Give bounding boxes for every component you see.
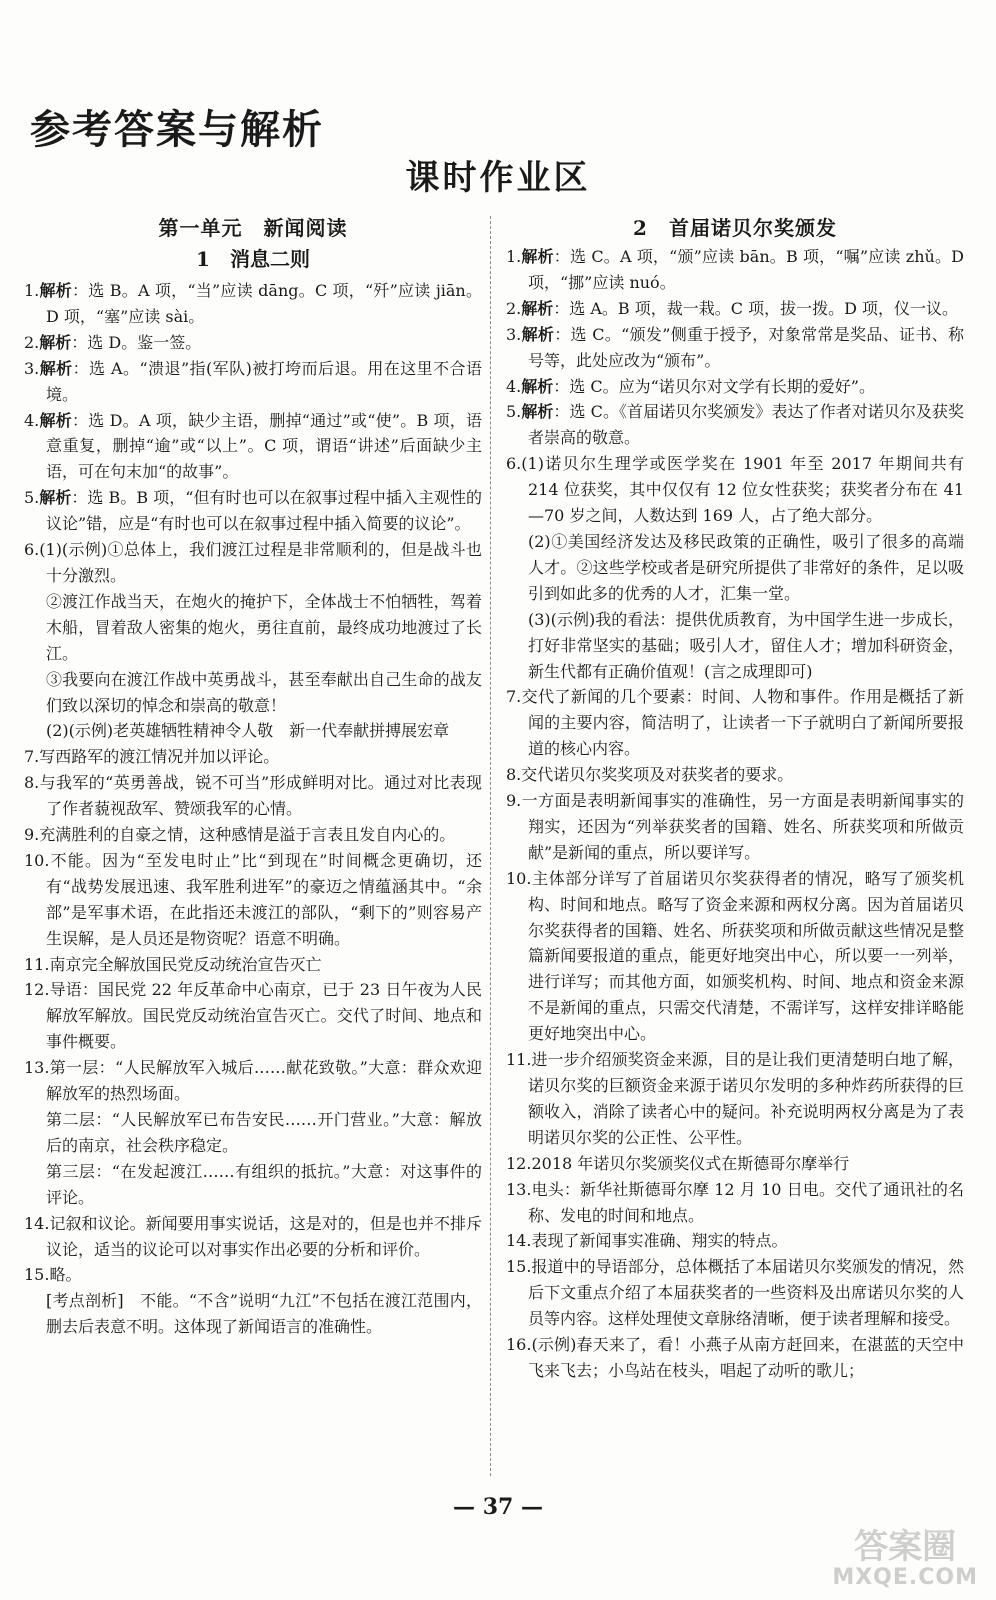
answer-tag: 解析: [521, 247, 554, 266]
answer-item: [506, 1254, 964, 1332]
answer-text: 进一步介绍颁奖资金来源，目的是让我们更清楚明白地了解，诺贝尔奖的巨额资金来源于诺贝尔发明的多种炸药所获得的巨额收入，消除了读者心中的疑问。补充说明两权分离是为了表明诺贝尔奖的公正性、公平性。: [528, 1050, 964, 1147]
answer-item: [24, 977, 482, 1055]
answer-text: 略。: [49, 1265, 82, 1285]
answer-item: [506, 1177, 964, 1229]
watermark: [832, 1529, 978, 1590]
answer-number: 6.: [506, 454, 522, 474]
answer-text: 交代诺贝尔奖奖项及对获奖者的要求。: [521, 765, 794, 785]
answer-text: 交代了新闻的几个要素：时间、人物和事件。作用是概括了新闻的主要内容，简洁明了，让读者一下子就明白了新闻所要报道的核心内容。: [521, 687, 964, 759]
watermark-url: MXQE.COM: [832, 1565, 978, 1590]
answer-number: 12.: [506, 1153, 532, 1173]
answer-text: (1)(示例)①总体上，我们渡江过程是非常顺利的，但是战斗也十分激烈。: [39, 540, 482, 585]
answer-number: 14.: [506, 1231, 532, 1251]
answer-item: [24, 744, 482, 770]
answer-tag: 解析: [521, 402, 554, 422]
answer-tag: 解析: [39, 488, 72, 508]
answer-item: [24, 718, 482, 744]
answer-item: [506, 788, 964, 866]
answer-text: 与我军的“英勇善战，锐不可当”形成鲜明对比。通过对比表现了作者藐视敌军、赞颂我军的心情。: [39, 773, 482, 819]
answer-text: 导语：国民党 22 年反革命中心南京，已于 23 日午夜为人民解放军解放。国民党反动统治宣告灭亡。交代了时间、地点和事件概要。: [46, 980, 482, 1052]
answer-text: 第三层：“在发起渡江……有组织的抵抗。”大意：对这事件的评论。: [46, 1161, 482, 1207]
answer-number: 9.: [24, 825, 40, 845]
answer-number: 16.: [506, 1335, 532, 1355]
answer-tag: 解析: [521, 298, 554, 318]
answer-number: 2.: [506, 298, 522, 318]
answer-tag: 解析: [521, 376, 554, 396]
answer-text: (3)(示例)我的看法：提供优质教育，为中国学生进一步成长，打好非常坚实的基础；吸引人才，留住人才；增加科研资金，新生代都有正确价值观！(言之成理即可): [528, 609, 964, 681]
answer-item: [506, 684, 964, 762]
answer-item: [24, 485, 482, 537]
answer-number: 6.: [24, 540, 40, 560]
answer-item: [24, 1055, 482, 1107]
answer-text: (示例)春天来了，看！小燕子从南方赶回来，在湛蓝的天空中飞来飞去；小鸟站在枝头，唱起了动听的歌儿；: [528, 1335, 964, 1380]
answer-text: 2018 年诺贝尔奖颁奖仪式在斯德哥尔摩举行: [531, 1153, 850, 1173]
answer-number: 13.: [24, 1058, 50, 1078]
answer-item: [24, 278, 482, 330]
answer-text: (2)(示例)老英雄牺牲精神令人敬 新一代奉献拼搏展宏章: [46, 721, 450, 741]
answer-number: 5.: [24, 488, 40, 508]
answer-item: [506, 529, 964, 607]
answer-text: ②渡江作战当天，在炮火的掩护下，全体战士不怕牺牲，驾着木船，冒着敌人密集的炮火，勇往直前，最终成功地渡过了长江。: [46, 591, 482, 663]
answer-tag: 解析: [39, 332, 72, 352]
answer-number: 7.: [24, 747, 40, 767]
page-number: — 37 —: [453, 1494, 543, 1520]
answer-number: 4.: [24, 410, 40, 430]
answer-text: ：选 D。鉴一签。: [71, 332, 202, 352]
answer-text: (1)诺贝尔生理学或医学奖在 1901 年至 2017 年期间共有 214 位获奖，其中仅仅有 12 位女性获奖；获奖者分布在 41—70 岁之间，人数达到 169 人，占了绝大部分。: [521, 454, 964, 526]
answer-number: 11.: [24, 954, 50, 974]
answer-number: 10.: [506, 868, 532, 888]
answer-item: [506, 1228, 964, 1254]
answer-tag: 解析: [39, 358, 73, 378]
answer-item: [506, 762, 964, 788]
answer-item: [24, 1288, 482, 1340]
answer-item: [506, 607, 964, 685]
answer-item: [24, 356, 482, 408]
answer-text: ：选 C。应为“诺贝尔对文学有长期的爱好”。: [553, 376, 875, 396]
right-column: [506, 212, 964, 1384]
column-divider: [490, 216, 491, 1476]
watermark-logo: 答案圈: [854, 1527, 957, 1567]
answer-text: ：选 C。“颁发”侧重于授予，对象常常是奖品、证书、称号等，此处应改为“颁布”。: [528, 324, 964, 370]
answer-text: 第一层：“人民解放军入城后……献花致敬。”大意：群众欢迎解放军的热烈场面。: [46, 1058, 482, 1104]
answer-text: 电头：新华社斯德哥尔摩 12 月 10 日电。交代了通讯社的名称、发电的时间和地点。: [528, 1179, 964, 1225]
answer-number: 8.: [24, 773, 40, 793]
answer-item: [506, 1332, 964, 1384]
answer-text: [考点剖析] 不能。“不含”说明“九江”不包括在渡江范围内，删去后表意不明。这体现了新闻语言的准确性。: [46, 1291, 482, 1337]
section-title: 课时作业区: [405, 158, 591, 198]
answer-item: [506, 451, 964, 529]
answer-number: 12.: [24, 980, 50, 1000]
answer-item: [24, 589, 482, 667]
answer-item: [24, 408, 482, 486]
answer-text: 南京完全解放国民党反动统治宣告灭亡: [49, 954, 322, 974]
answer-number: 7.: [506, 687, 522, 707]
answer-item: [24, 1159, 482, 1211]
answer-text: 第二层：“人民解放军已布告安民……开门营业。”大意：解放后的南京，社会秩序稳定。: [46, 1110, 482, 1155]
left-column: [24, 212, 482, 1340]
answer-item: [24, 330, 482, 356]
answer-text: ：选 C。A 项，“颁”应读 bān。B 项，“嘱”应读 zhǔ。D 项，“挪”应读 nuó。: [528, 247, 964, 292]
answer-number: 4.: [506, 376, 522, 396]
answer-item: [24, 952, 482, 978]
answer-text: 一方面是表明新闻事实的准确性，另一方面是表明新闻事实的翔实，还因为“列举获奖者的国籍、姓名、所获奖项和所做贡献”是新闻的重点，所以要详写。: [521, 791, 964, 862]
answer-number: 15.: [24, 1265, 50, 1285]
answer-item: [506, 244, 964, 296]
answer-number: 15.: [506, 1257, 532, 1277]
answer-text: ：选 A。“溃退”指(军队)被打垮而后退。用在这里不合语境。: [46, 358, 482, 404]
left-answer-list: [24, 278, 482, 1340]
answer-text: 充满胜利的自豪之情，这种感情是溢于言表且发自内心的。: [39, 825, 456, 845]
answer-number: 8.: [506, 765, 522, 785]
answer-number: 1.: [24, 281, 40, 300]
answer-item: [506, 322, 964, 374]
answer-text: ：选 B。A 项，“当”应读 dāng。C 项，“歼”应读 jiān。D 项，“塞”应读 sài。: [46, 281, 482, 326]
answer-number: 5.: [506, 402, 522, 422]
answer-item: [24, 1262, 482, 1288]
answer-text: (2)①美国经济发达及移民政策的正确性，吸引了很多的高端人才。②这些学校或者是研究所提供了非常好的条件，足以吸引到如此多的优秀的人才，汇集一堂。: [528, 531, 964, 603]
answer-text: 主体部分详写了首届诺贝尔奖获得者的情况，略写了颁奖机构、时间和地点。略写了资金来源和两权分离。因为首届诺贝尔奖获得者的国籍、姓名、所获奖项和所做贡献这些情况是整篇新闻要报道的重点，能更好地突出中心，所以要一一列举，进行详写；而其他方面，如颁奖机构、时间、地点和资金来源不是新闻的重点，只需交代清楚，不需详写，这样安排详略能更好地突出中心。: [528, 868, 964, 1044]
answer-number: 13.: [506, 1179, 532, 1199]
answer-tag: 解析: [39, 281, 72, 300]
answer-item: [506, 1151, 964, 1177]
answer-text: 写西路军的渡江情况并加以评论。: [39, 747, 280, 767]
lesson-title-1: 1 消息二则: [196, 247, 310, 271]
answer-item: [506, 399, 964, 451]
answer-text: 表现了新闻事实准确、翔实的特点。: [531, 1231, 788, 1251]
answer-number: 2.: [24, 332, 40, 352]
answer-number: 3.: [24, 358, 40, 378]
answer-item: [506, 374, 964, 400]
lesson-title-2: 2 首届诺贝尔奖颁发: [633, 216, 837, 240]
right-answer-list: [506, 244, 964, 1384]
answer-number: 14.: [24, 1213, 50, 1233]
answer-text: ：选 D。A 项，缺少主语，删掉“通过”或“使”。B 项，语意重复，删掉“逾”或“以上”。C 项，谓语“讲述”后面缺少主语，可在句末加“的故事”。: [46, 410, 482, 482]
answer-number: 11.: [506, 1050, 532, 1070]
answer-item: [24, 848, 482, 952]
answer-tag: 解析: [39, 410, 72, 430]
answer-text: 报道中的导语部分，总体概括了本届诺贝尔奖颁发的情况，然后下文重点介绍了本届获奖者的一些资料及出席诺贝尔奖的人员等内容。这样处理使文章脉络清晰，便于读者理解和接受。: [528, 1257, 964, 1329]
answer-item: [24, 537, 482, 589]
answer-text: ：选 C。《首届诺贝尔奖颁发》表达了作者对诺贝尔及获奖者崇高的敬意。: [528, 402, 964, 448]
answer-number: 3.: [506, 324, 522, 344]
main-title: 参考答案与解析: [30, 107, 324, 153]
answer-item: [24, 822, 482, 848]
answer-item: [506, 866, 964, 1047]
answer-number: 9.: [506, 791, 522, 811]
answer-text: 记叙和议论。新闻要用事实说话，这是对的，但是也并不排斥议论，适当的议论可以对事实作出必要的分析和评价。: [46, 1213, 482, 1259]
answer-text: ③我要向在渡江作战中英勇战斗，甚至奉献出自己生命的战友们致以深切的悼念和崇高的敬意！: [46, 669, 482, 715]
answer-item: [24, 667, 482, 719]
answer-item: [506, 296, 964, 322]
answer-item: [24, 770, 482, 822]
answer-text: 不能。因为“至发电时止”比“到现在”时间概念更确切，还有“战势发展迅速、我军胜利进军”的豪迈之情蕴涵其中。“余部”是军事术语，在此指还未渡江的部队，“剩下的”则容易产生误解，是人员还是物资呢？语意不明确。: [46, 850, 482, 948]
answer-item: [24, 1107, 482, 1159]
answer-number: 1.: [506, 247, 522, 266]
unit-title: 第一单元 新闻阅读: [158, 216, 348, 240]
answer-item: [24, 1211, 482, 1263]
answer-text: ：选 A。B 项，裁一栽。C 项，拔一拨。D 项，仪一议。: [553, 298, 959, 318]
answer-tag: 解析: [521, 324, 555, 344]
answer-number: 10.: [24, 850, 50, 870]
answer-text: ：选 B。B 项，“但有时也可以在叙事过程中插入主观性的议论”错，应是“有时也可以在叙事过程中插入简要的议论”。: [46, 488, 482, 534]
answer-item: [506, 1047, 964, 1151]
